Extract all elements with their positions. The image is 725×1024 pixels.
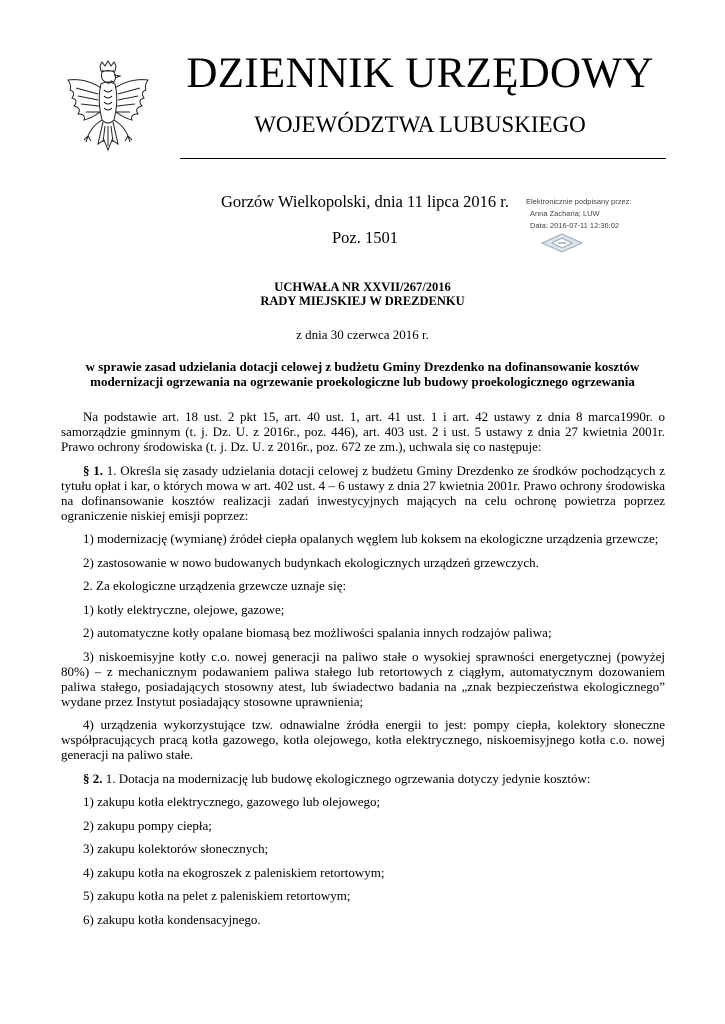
electronic-signature bbox=[526, 196, 646, 232]
position-number: Poz. 1501 bbox=[332, 228, 398, 247]
document-body bbox=[61, 409, 665, 935]
journal-title: DZIENNIK URZĘDOWY bbox=[186, 50, 654, 97]
section-1-mark: § 1. bbox=[83, 462, 104, 478]
section-2-paragraph bbox=[61, 771, 665, 786]
section-2-text: 1. Dotacja na modernizację lub budowę ekologicznego ogrzewania dotyczy jedynie kosztów: bbox=[105, 770, 591, 786]
list-item: 2) zastosowanie w nowo budowanych budynkach ekologicznych urządzeń grzewczych. bbox=[83, 554, 539, 570]
eagle-emblem-icon bbox=[62, 60, 154, 170]
section-1-paragraph bbox=[61, 463, 665, 523]
resolution-number: UCHWAŁA NR XXVII/267/2016 bbox=[274, 280, 451, 294]
masthead-divider bbox=[180, 158, 666, 159]
section-2-mark: § 2. bbox=[83, 770, 103, 786]
list-item: 1) kotły elektryczne, olejowe, gazowe; bbox=[83, 601, 285, 617]
resolution-date: z dnia 30 czerwca 2016 r. bbox=[296, 327, 429, 342]
list-item: 4) urządzenia wykorzystujące tzw. odnawialne źródła energii to jest: pompy ciepła, kolektory słoneczne współpracujących pracą kotła gazowego, kotła olejowego, kotła elektrycznego, niskoemisyjnego kotła c.o. nowej generacji na paliwo stałe. bbox=[61, 717, 665, 762]
list-item: 2) automatyczne kotły opalane biomasą bez możliwości spalania innych rodzajów paliwa; bbox=[83, 625, 552, 640]
legal-basis-paragraph: Na podstawie art. 18 ust. 2 pkt 15, art. 40 ust. 1, art. 41 ust. 1 i art. 42 ustawy z dnia 8 marca1990r. o samorządzie gminnym (t. j. Dz. U. z 2016r., poz. 446), art. 403 ust. 2 i ust. 5 ustawy z dnia 27 kwietnia 2001r. Prawo ochrony środowiska (t. j. Dz. U. z 2016r., poz. 672 ze zm.), uchwala się co następuje: bbox=[61, 409, 665, 454]
list-item: 3) niskoemisyjne kotły c.o. nowej generacji na paliwo stałe o wysokiej sprawności energetycznej (powyżej 80%) – z mechanicznym podawaniem paliwa stałego lub retortowych z ciągłym, automatycznym dozowaniem paliwa stałego, posiadających stosowny atest, lub świadectwo badania na „znak bezpieczeństwa ekologicznego” wydane przez Instytut posiadający stosowne uprawnienia; bbox=[61, 648, 665, 709]
resolution-subject: w sprawie zasad udzielania dotacji celowej z budżetu Gminy Drezdenko na dofinansowanie kosztów modernizacji ogrzewania na ogrzewanie proekologiczne lub budowy proekologicznego ogrzewania bbox=[85, 359, 640, 389]
resolution-heading bbox=[60, 280, 665, 308]
list-item: 2) zakupu pompy ciepła; bbox=[83, 817, 212, 833]
journal-subtitle: WOJEWÓDZTWA LUBUSKIEGO bbox=[254, 112, 586, 137]
list-item: 3) zakupu kolektorów słonecznych; bbox=[83, 841, 269, 856]
section-1-text: 1. Określa się zasady udzielania dotacji celowej z budżetu Gminy Drezdenko ze środków pochodzących z tytułu opłat i kar, o których mowa w art. 402 ust. 4 – 6 ustawy z dnia 27 kwietnia 2001r. Prawo ochrony środowiska na dofinansowanie kosztów realizacji zadań inwestycyjnych mających na celu ochronę powietrza poprzez ograniczenie niskiej emisji poprzez: bbox=[61, 462, 666, 523]
section-1-point-2: 2. Za ekologiczne urządzenia grzewcze uznaje się: bbox=[83, 578, 347, 593]
list-item: 4) zakupu kotła na ekogroszek z paleniskiem retortowym; bbox=[83, 864, 385, 880]
signature-signer: Anna Zacharia; LUW bbox=[530, 209, 600, 218]
list-item: 1) modernizację (wymianę) źródeł ciepła opalanych węglem lub koksem na ekologiczne urządzenia grzewcze; bbox=[83, 531, 659, 546]
list-item: 6) zakupu kotła kondensacyjnego. bbox=[83, 911, 261, 927]
resolution-body: RADY MIEJSKIEJ W DREZDENKU bbox=[260, 294, 465, 308]
signature-seal-icon bbox=[540, 232, 584, 254]
signature-date: Data: 2016-07-11 12:36:02 bbox=[530, 221, 620, 230]
list-item: 5) zakupu kotła na pelet z paleniskiem retortowym; bbox=[83, 888, 351, 903]
place-and-date: Gorzów Wielkopolski, dnia 11 lipca 2016 r. bbox=[220, 192, 510, 211]
signature-label: Elektronicznie podpisany przez: bbox=[526, 197, 632, 206]
list-item: 1) zakupu kotła elektrycznego, gazowego lub olejowego; bbox=[83, 794, 381, 809]
